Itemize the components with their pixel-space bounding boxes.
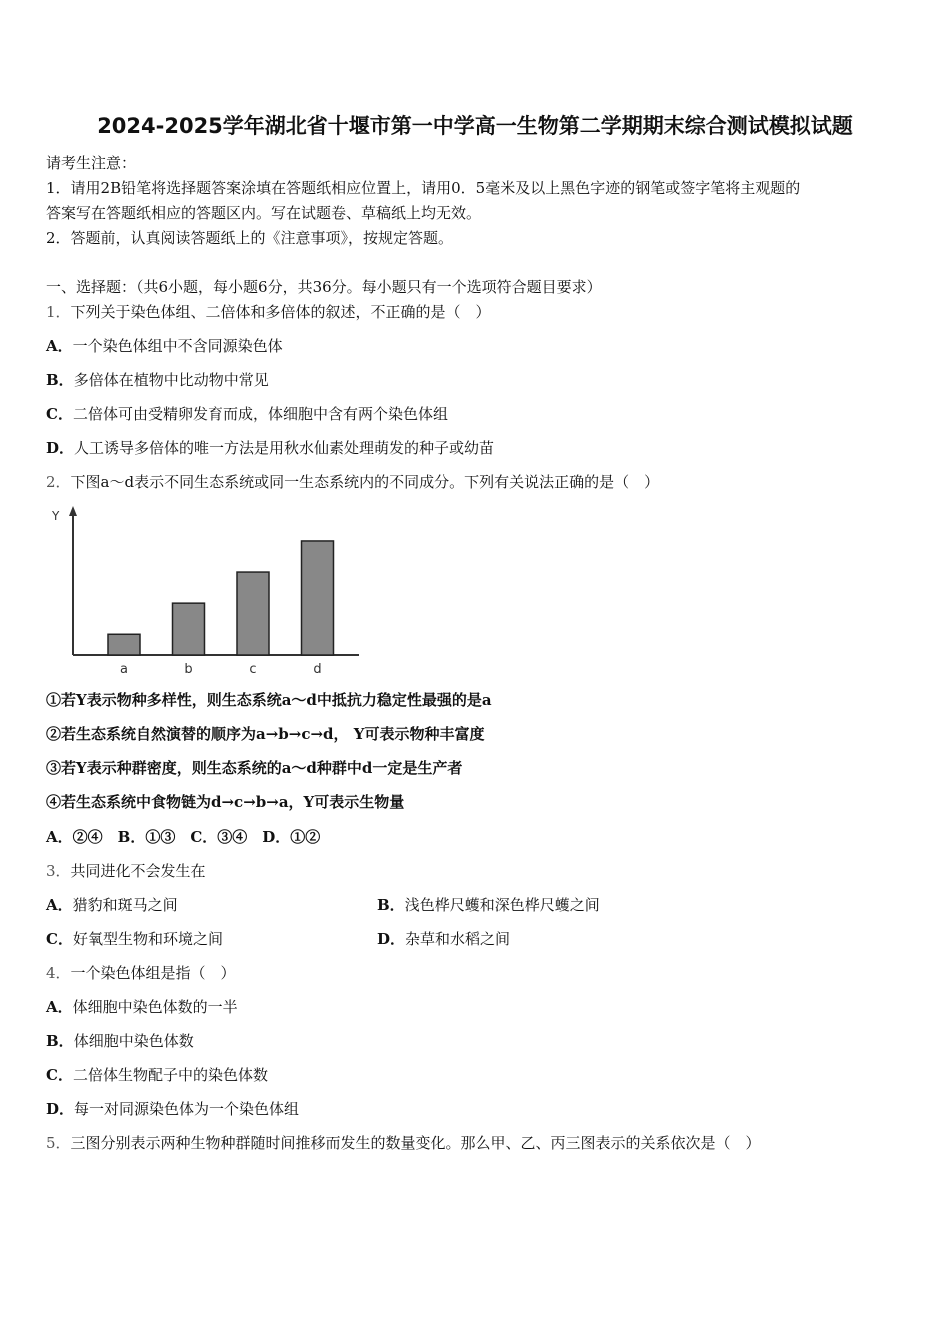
option-label: D． — [46, 439, 75, 457]
question-stem: 三图分别表示两种生物种群随时间推移而发生的数量变化。那么甲、乙、丙三图表示的关系依次是（ ） — [70, 1134, 761, 1152]
option-text: 体细胞中染色体数 — [73, 1032, 194, 1050]
question-5 — [46, 1133, 761, 1153]
q4-option-a[interactable] — [46, 997, 238, 1017]
q3-option-b[interactable] — [377, 895, 600, 915]
option-text: 杂草和水稻之间 — [405, 930, 511, 948]
q1-option-b[interactable] — [46, 370, 269, 390]
q3-option-a[interactable] — [46, 895, 178, 915]
notice-item1-line1: 1．请用2B铅笔将选择题答案涂填在答题纸相应位置上，请用0．5毫米及以上黑色字迹的钢笔或签字笔将主观题的 — [46, 179, 801, 197]
q3-option-c[interactable] — [46, 929, 223, 949]
bar-b — [173, 603, 205, 655]
option-text: 好氧型生物和环境之间 — [72, 930, 223, 948]
x-tick-label-c: c — [249, 662, 257, 677]
option-text: 每一对同源染色体为一个染色体组 — [74, 1100, 300, 1118]
option-label: B． — [377, 896, 405, 914]
option-label: D． — [377, 930, 406, 948]
q1-option-d[interactable] — [46, 438, 494, 458]
question-stem: 共同进化不会发生在 — [70, 862, 206, 880]
page-title: 2024-2025学年湖北省十堰市第一中学高一生物第二学期期末综合测试模拟试题 — [97, 114, 853, 138]
option-label: C． — [46, 405, 73, 423]
option-label: B． — [46, 1032, 74, 1050]
bar-chart — [44, 500, 374, 680]
option-text: 猎豹和斑马之间 — [72, 896, 178, 914]
bar-c — [237, 572, 269, 655]
question-number: 4． — [46, 964, 71, 982]
y-axis-arrow-icon — [69, 506, 77, 516]
q4-option-d[interactable] — [46, 1099, 299, 1119]
notice-heading: 请考生注意： — [46, 154, 137, 172]
option-text: 二倍体可由受精卵发育而成，体细胞中含有两个染色体组 — [72, 405, 448, 423]
question-3 — [46, 861, 206, 881]
x-tick-label-a: a — [120, 662, 128, 677]
x-tick-label-b: b — [184, 662, 193, 677]
option-label: B． — [46, 371, 74, 389]
q2-options[interactable]: A．②④ B．①③ C．③④ D．①② — [46, 828, 321, 846]
option-label: C． — [46, 1066, 73, 1084]
y-axis-label: Y — [52, 509, 60, 523]
notice-item2: 2．答题前，认真阅读答题纸上的《注意事项》，按规定答题。 — [46, 229, 454, 247]
question-stem: 下图a～d表示不同生态系统或同一生态系统内的不同成分。下列有关说法正确的是（ ） — [70, 473, 660, 491]
option-text: 多倍体在植物中比动物中常见 — [73, 371, 269, 389]
option-text: 二倍体生物配子中的染色体数 — [72, 1066, 268, 1084]
question-stem: 一个染色体组是指（ ） — [70, 964, 236, 982]
statement-4: ④若生态系统中食物链为d→c→b→a，Y可表示生物量 — [46, 793, 405, 811]
question-number: 2． — [46, 473, 71, 491]
bar-a — [108, 634, 140, 655]
option-text: 体细胞中染色体数的一半 — [72, 998, 238, 1016]
section-heading: 一、选择题：（共6小题，每小题6分，共36分。每小题只有一个选项符合题目要求） — [46, 278, 602, 296]
question-4 — [46, 963, 236, 983]
question-1 — [46, 302, 491, 322]
statement-1: ①若Y表示物种多样性，则生态系统a～d中抵抗力稳定性最强的是a — [46, 691, 492, 709]
question-2 — [46, 472, 659, 492]
option-label: D． — [46, 1100, 75, 1118]
option-label: C． — [46, 930, 73, 948]
q3-option-d[interactable] — [377, 929, 510, 949]
q4-option-b[interactable] — [46, 1031, 194, 1051]
option-text: 人工诱导多倍体的唯一方法是用秋水仙素处理萌发的种子或幼苗 — [74, 439, 495, 457]
notice-item1-line2: 答案写在答题纸相应的答题区内。写在试题卷、草稿纸上均无效。 — [46, 204, 482, 222]
option-label: A． — [46, 998, 73, 1016]
statement-2: ②若生态系统自然演替的顺序为a→b→c→d， Y可表示物种丰富度 — [46, 725, 485, 743]
q1-option-c[interactable] — [46, 404, 448, 424]
statement-3: ③若Y表示种群密度，则生态系统的a～d种群中d一定是生产者 — [46, 759, 463, 777]
q4-option-c[interactable] — [46, 1065, 268, 1085]
question-number: 5． — [46, 1134, 71, 1152]
option-label: A． — [46, 337, 73, 355]
x-tick-label-d: d — [313, 662, 322, 677]
option-label: A． — [46, 896, 73, 914]
question-number: 1． — [46, 303, 71, 321]
option-text: 浅色桦尺蠖和深色桦尺蠖之间 — [404, 896, 600, 914]
option-text: 一个染色体组中不含同源染色体 — [72, 337, 283, 355]
question-number: 3． — [46, 862, 71, 880]
question-stem: 下列关于染色体组、二倍体和多倍体的叙述，不正确的是（ ） — [70, 303, 491, 321]
bar-d — [302, 541, 334, 655]
q1-option-a[interactable] — [46, 336, 283, 356]
